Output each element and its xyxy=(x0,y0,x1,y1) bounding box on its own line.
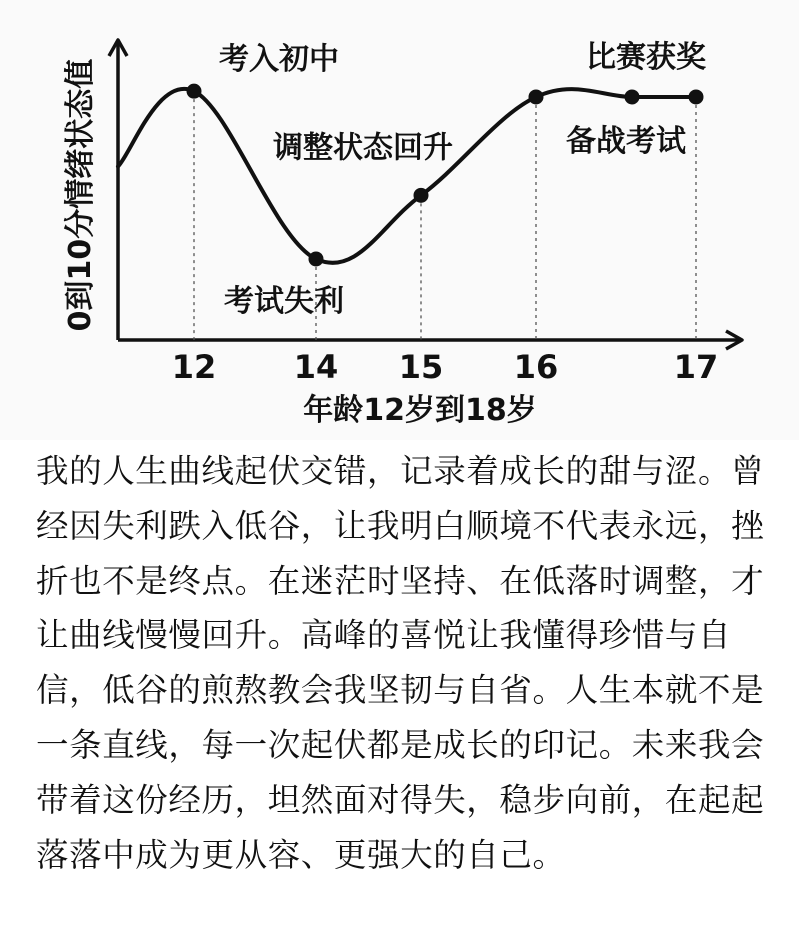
data-point xyxy=(689,89,704,104)
life-curve-chart xyxy=(0,0,799,440)
data-point xyxy=(414,188,429,203)
x-tick-label: 17 xyxy=(673,348,719,386)
point-annotation: 备战考试 xyxy=(566,123,686,159)
data-point xyxy=(529,89,544,104)
chart-svg xyxy=(0,0,799,440)
x-tick-label: 12 xyxy=(171,348,217,386)
point-annotation: 比赛获奖 xyxy=(586,39,706,75)
data-point xyxy=(187,84,202,99)
point-annotation: 调整状态回升 xyxy=(273,130,453,166)
data-point xyxy=(309,251,324,266)
data-point xyxy=(625,89,640,104)
point-annotation: 考入初中 xyxy=(219,42,339,78)
y-axis-title: 0到10分情绪状态值 xyxy=(63,58,98,332)
x-tick-label: 16 xyxy=(513,348,559,386)
point-annotation: 考试失利 xyxy=(224,283,344,319)
emotion-curve xyxy=(118,89,696,263)
x-axis-title: 年龄12岁到18岁 xyxy=(303,393,537,428)
reflection-paragraph: 我的人生曲线起伏交错，记录着成长的甜与涩。曾经因失利跌入低谷，让我明白顺境不代表永远，挫折也不是终点。在迷茫时坚持、在低落时调整，才让曲线慢慢回升。高峰的喜悦让我懂得珍惜与自信，低谷的煎熬教会我坚韧与自省。人生本就不是一条直线，每一次起伏都是成长的印记。未来我会带着这份经历，坦然面对得失，稳步向前，在起起落落中成为更从容、更强大的自己。 xyxy=(36,452,765,874)
x-tick-label: 14 xyxy=(293,348,339,386)
x-tick-label: 15 xyxy=(398,348,444,386)
